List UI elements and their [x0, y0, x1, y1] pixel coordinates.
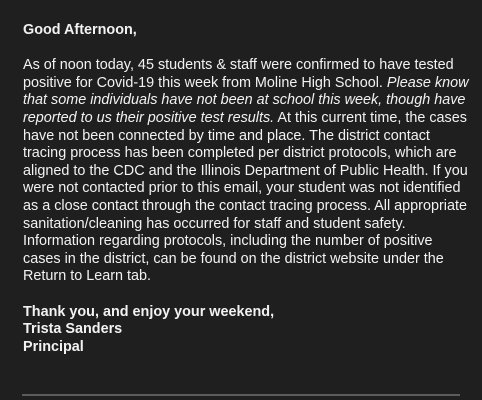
signoff	[23, 304, 471, 357]
signature-name: Trista Sanders	[23, 321, 123, 338]
signature-title: Principal	[23, 338, 84, 355]
greeting: Good Afternoon,	[23, 22, 137, 38]
email-message	[23, 22, 471, 356]
closing-line: Thank you, and enjoy your weekend,	[23, 303, 275, 320]
body-text-italic: Please know that some individuals have not been at school this week, though have reported to us their positive test results.	[23, 74, 469, 126]
body-text-part1: As of noon today, 45 students & staff were confirmed to have tested positive for Covid-19 this week from Moline High School.	[23, 57, 454, 91]
body-text-part2: At this current time, the cases have not been connected by time and place. The district contact tracing process has been completed per district protocols, which are aligned to the CDC and the Illinois Department of Public Health. If you were not contacted prior to this email, your student was not identified as a close contact through the contact tracing process. All appropriate sanitation/cleaning has occurred for staff and student safety. Information regarding protocols, including the number of positive cases in the district, can be found on the district website under the Return to Learn tab.	[23, 109, 468, 285]
message-body	[23, 57, 471, 286]
bottom-divider	[22, 394, 460, 396]
